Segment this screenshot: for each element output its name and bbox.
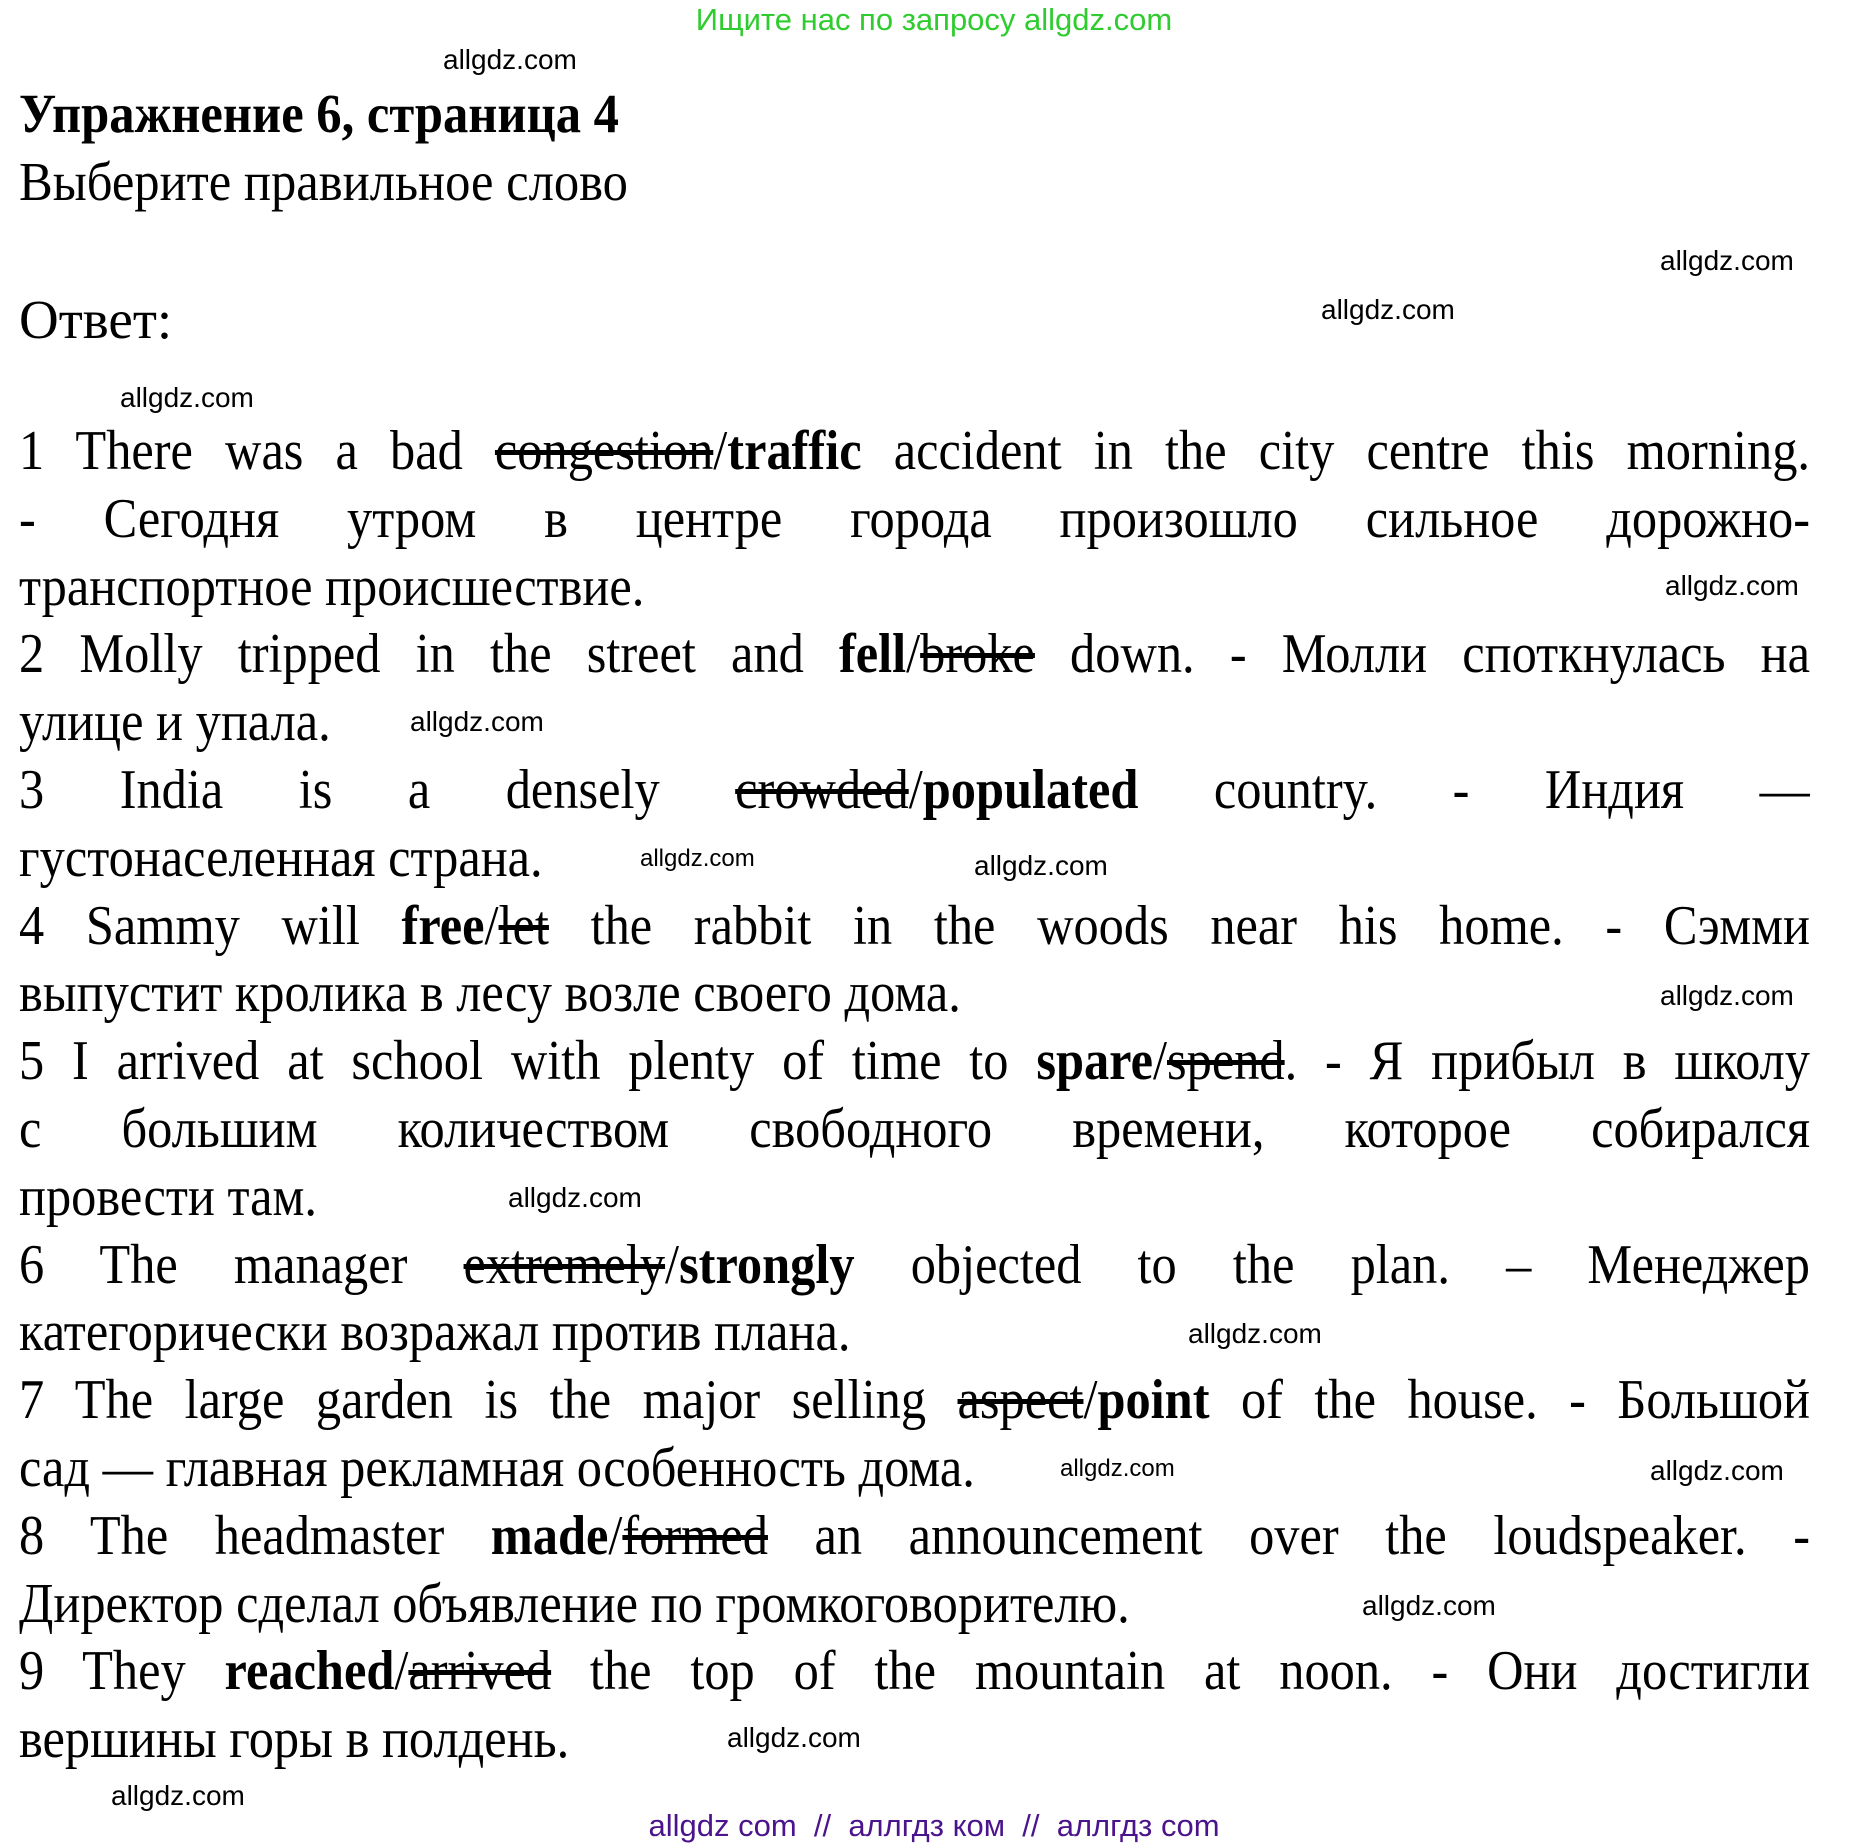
page-title: Упражнение 6, страница 4	[19, 83, 619, 144]
text-segment: 8 The headmaster	[19, 1504, 491, 1567]
watermark: allgdz.com	[1650, 1455, 1784, 1486]
text-segment: /	[1083, 1369, 1098, 1432]
watermark: allgdz.com	[111, 1780, 245, 1811]
text-segment: /	[608, 1504, 623, 1567]
watermark: allgdz.com	[508, 1182, 642, 1213]
footer-brand: allgdz com // аллгдз ком // аллгдз com	[648, 1808, 1220, 1843]
answer-line	[19, 486, 1810, 554]
watermark: allgdz.com	[410, 706, 544, 737]
answer-line	[19, 1232, 1810, 1300]
text-segment: accident in the city centre this morning.	[861, 420, 1810, 482]
text-segment: . - Я прибыл в школу	[1284, 1030, 1810, 1093]
text-segment: /	[665, 1233, 680, 1296]
text-segment: /	[713, 420, 728, 482]
struck-word: broke	[920, 623, 1035, 686]
text-segment: /	[1153, 1030, 1168, 1093]
struck-word: extremely	[463, 1233, 666, 1296]
text-segment: /	[394, 1640, 409, 1703]
struck-word: arrived	[408, 1640, 552, 1703]
correct-word: spare	[1036, 1030, 1154, 1093]
correct-word: traffic	[727, 420, 862, 482]
text-segment: objected to the plan. – Менеджер	[854, 1233, 1810, 1296]
text-segment: country. - Индия —	[1138, 758, 1810, 821]
watermark: allgdz.com	[640, 845, 755, 872]
answer-line	[19, 1028, 1810, 1096]
answer-line	[19, 893, 1810, 961]
struck-word: spend	[1167, 1030, 1285, 1093]
text-segment: Директор сделал объявление по громкоговорителю.	[19, 1572, 1130, 1635]
text-segment: down. - Молли споткнулась на	[1034, 623, 1810, 686]
exercise-instruction: Выберите правильное слово	[19, 151, 628, 212]
correct-word: populated	[922, 758, 1139, 821]
answer-line	[19, 689, 1810, 757]
text-segment: выпустит кролика в лесу возле своего дома.	[19, 962, 961, 1025]
watermark: allgdz.com	[1321, 294, 1455, 325]
answer-line	[19, 1435, 1810, 1503]
watermark: allgdz.com	[1660, 980, 1794, 1011]
text-segment: 6 The manager	[19, 1233, 464, 1296]
text-segment: /	[906, 623, 921, 686]
watermark: allgdz.com	[120, 382, 254, 413]
answer-line	[19, 1367, 1810, 1435]
text-segment: the rabbit in the woods near his home. - Сэмми	[548, 894, 1810, 957]
correct-word: fell	[838, 623, 907, 686]
text-segment: сад — главная рекламная особенность дома.	[19, 1436, 975, 1499]
text-segment: 9 They	[19, 1640, 225, 1703]
answer-text	[19, 418, 1810, 1774]
text-segment: 1 There was a bad	[19, 420, 495, 482]
text-segment: 7 The large garden is the major selling	[19, 1369, 958, 1432]
correct-word: made	[490, 1504, 609, 1567]
text-segment: - Сегодня утром в центре города произошло сильное дорожно-	[19, 487, 1810, 550]
text-segment: категорически возражал против плана.	[19, 1301, 851, 1364]
text-segment: /	[484, 894, 499, 957]
answer-line	[19, 1571, 1810, 1639]
struck-word: congestion	[494, 420, 714, 482]
answer-label: Ответ:	[19, 289, 173, 350]
struck-word: formed	[622, 1504, 768, 1567]
answer-line	[19, 418, 1810, 486]
correct-word: strongly	[679, 1233, 855, 1296]
watermark: allgdz.com	[1188, 1318, 1322, 1349]
answer-line	[19, 825, 1810, 893]
watermark: allgdz.com	[727, 1722, 861, 1753]
text-segment: с большим количеством свободного времени, которое собирался	[19, 1097, 1810, 1160]
text-segment: /	[908, 758, 923, 821]
answer-line	[19, 1164, 1810, 1232]
text-segment: 2 Molly tripped in the street and	[19, 623, 839, 686]
struck-word: aspect	[957, 1369, 1084, 1432]
correct-word: point	[1097, 1369, 1210, 1432]
watermark: allgdz.com	[974, 850, 1108, 881]
text-segment: вершины горы в полдень.	[19, 1708, 570, 1771]
watermark: allgdz.com	[1060, 1455, 1175, 1482]
text-segment: густонаселенная страна.	[19, 826, 543, 889]
struck-word: let	[498, 894, 549, 957]
text-segment: 5 I arrived at school with plenty of time to	[19, 1030, 1037, 1093]
text-segment: the top of the mountain at noon. - Они достигли	[551, 1640, 1810, 1703]
answer-line	[19, 1299, 1810, 1367]
answer-line	[19, 1503, 1810, 1571]
answer-line	[19, 554, 1810, 622]
answer-line	[19, 621, 1810, 689]
struck-word: crowded	[735, 758, 909, 821]
watermark: allgdz.com	[1362, 1590, 1496, 1621]
answer-line	[19, 1638, 1810, 1706]
answer-line	[19, 1096, 1810, 1164]
text-segment: провести там.	[19, 1165, 317, 1228]
text-segment: улице и упала.	[19, 691, 331, 754]
watermark: allgdz.com	[1665, 570, 1799, 601]
answer-line	[19, 1706, 1810, 1774]
answer-line	[19, 960, 1810, 1028]
correct-word: reached	[224, 1640, 395, 1703]
text-segment: of the house. - Большой	[1209, 1369, 1810, 1432]
correct-word: free	[401, 894, 485, 957]
answer-line	[19, 757, 1810, 825]
watermark: allgdz.com	[443, 44, 577, 75]
text-segment: 4 Sammy will	[19, 894, 402, 957]
search-hint-banner: Ищите нас по запросу allgdz.com	[695, 2, 1173, 37]
watermark: allgdz.com	[1660, 245, 1794, 276]
text-segment: an announcement over the loudspeaker. -	[767, 1504, 1810, 1567]
text-segment: 3 India is a densely	[19, 758, 736, 821]
text-segment: транспортное происшествие.	[19, 555, 645, 618]
